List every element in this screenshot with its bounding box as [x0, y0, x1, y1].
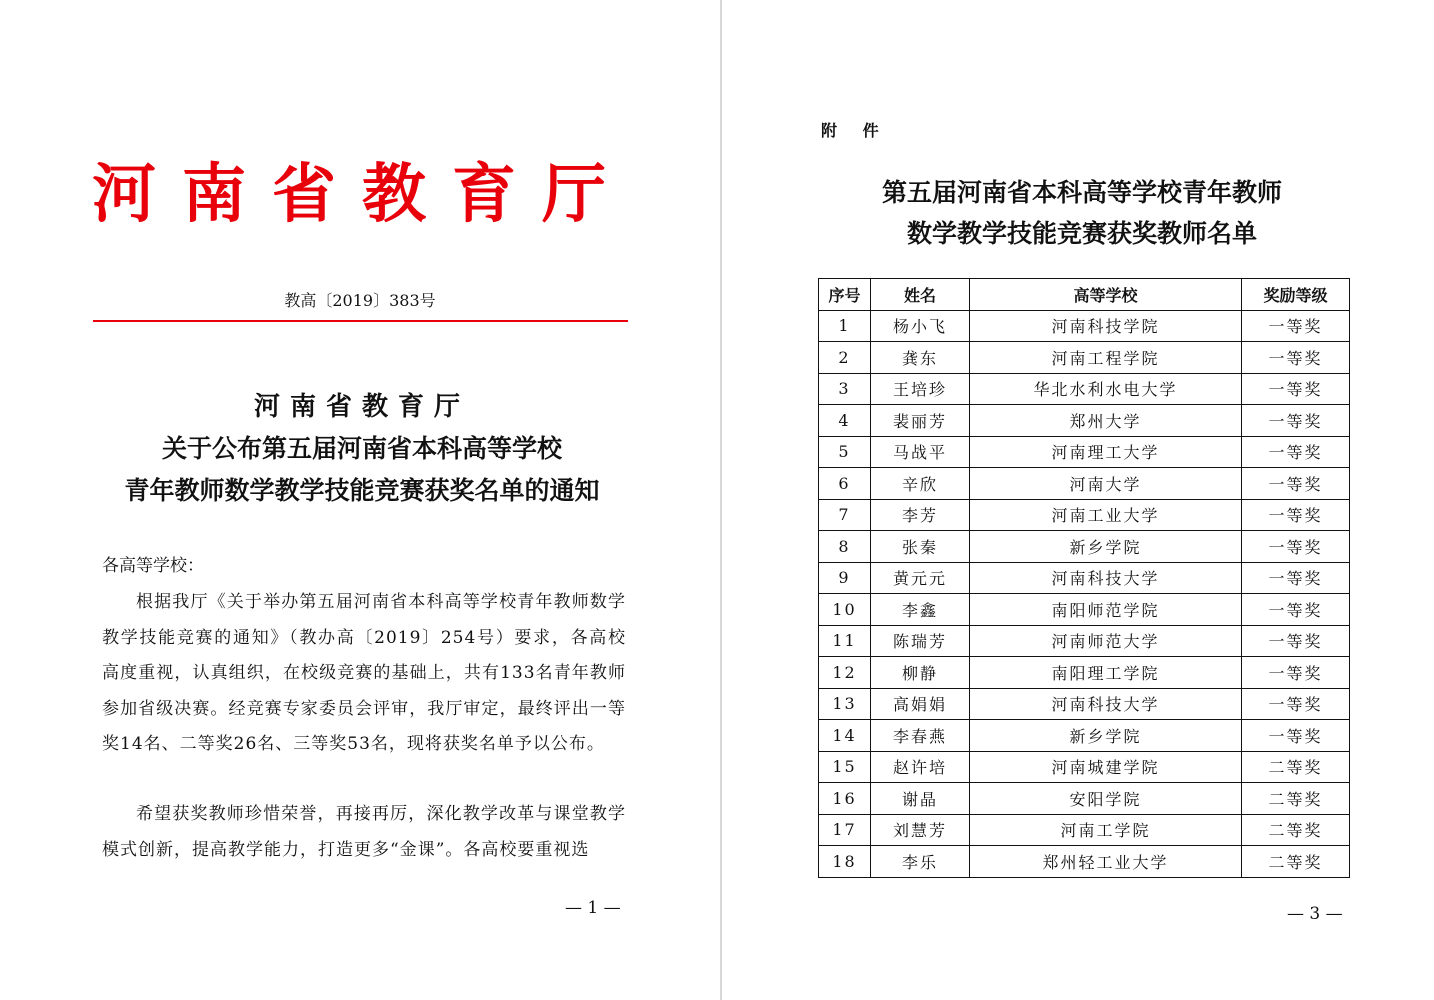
school-name: 郑州大学: [970, 405, 1242, 437]
table-row: [819, 310, 1350, 342]
school-name: 新乡学院: [970, 531, 1242, 563]
award-level: 一等奖: [1242, 531, 1350, 563]
teacher-name: 李芳: [871, 499, 970, 531]
school-name: 河南理工大学: [970, 436, 1242, 468]
row-number: 6: [819, 468, 871, 500]
award-level: 一等奖: [1242, 594, 1350, 626]
school-name: 南阳理工学院: [970, 657, 1242, 689]
row-number: 13: [819, 688, 871, 720]
page-number: — 1 —: [565, 898, 621, 918]
table-row: [819, 594, 1350, 626]
teacher-name: 高娟娟: [871, 688, 970, 720]
teacher-name: 马战平: [871, 436, 970, 468]
table-title: [832, 172, 1332, 254]
document-number: 教高〔2019〕383号: [284, 291, 436, 310]
masthead-title: 河南省教育厅: [92, 157, 632, 232]
salutation: 各高等学校：: [102, 556, 204, 576]
award-level: 一等奖: [1242, 342, 1350, 374]
row-number: 14: [819, 720, 871, 752]
table-row: [819, 468, 1350, 500]
school-name: 新乡学院: [970, 720, 1242, 752]
teacher-name: 陈瑞芳: [871, 625, 970, 657]
notice-title-line-1: 河南省教育厅: [253, 392, 470, 422]
row-number: 8: [819, 531, 871, 563]
teacher-name: 柳静: [871, 657, 970, 689]
school-name: 河南城建学院: [970, 751, 1242, 783]
row-number: 18: [819, 846, 871, 878]
teacher-name: 李乐: [871, 846, 970, 878]
teacher-name: 刘慧芳: [871, 814, 970, 846]
table-row: [819, 373, 1350, 405]
teacher-name: 黄元元: [871, 562, 970, 594]
school-name: 南阳师范学院: [970, 594, 1242, 626]
table-row: [819, 625, 1350, 657]
teacher-name: 张秦: [871, 531, 970, 563]
award-table: [818, 278, 1350, 878]
school-name: 河南工学院: [970, 814, 1242, 846]
table-body: [819, 310, 1350, 877]
table-row: [819, 783, 1350, 815]
school-name: 河南师范大学: [970, 625, 1242, 657]
document-page-3: [722, 0, 1434, 1000]
table-row: [819, 436, 1350, 468]
award-level: 二等奖: [1242, 846, 1350, 878]
award-level: 一等奖: [1242, 720, 1350, 752]
row-number: 2: [819, 342, 871, 374]
row-number: 16: [819, 783, 871, 815]
teacher-name: 辛欣: [871, 468, 970, 500]
table-row: [819, 531, 1350, 563]
award-level: 一等奖: [1242, 625, 1350, 657]
column-header-award: 奖励等级: [1242, 279, 1350, 311]
table-row: [819, 688, 1350, 720]
attachment-label: 附 件: [821, 121, 889, 140]
table-title-line-2: 数学教学技能竞赛获奖教师名单: [906, 219, 1257, 248]
school-name: 河南科技大学: [970, 688, 1242, 720]
table-row: [819, 499, 1350, 531]
teacher-name: 龚东: [871, 342, 970, 374]
award-level: 二等奖: [1242, 751, 1350, 783]
award-level: 一等奖: [1242, 657, 1350, 689]
table-row: [819, 814, 1350, 846]
teacher-name: 李鑫: [871, 594, 970, 626]
notice-title-line-2: 关于公布第五届河南省本科高等学校: [161, 434, 562, 463]
school-name: 华北水利水电大学: [970, 373, 1242, 405]
row-number: 15: [819, 751, 871, 783]
table-row: [819, 720, 1350, 752]
column-header-number: 序号: [819, 279, 871, 311]
award-level: 一等奖: [1242, 436, 1350, 468]
row-number: 4: [819, 405, 871, 437]
school-name: 安阳学院: [970, 783, 1242, 815]
school-name: 河南科技学院: [970, 310, 1242, 342]
body-paragraph-2: 希望获奖教师珍惜荣誉，再接再厉，深化教学改革与课堂教学模式创新，提高教学能力，打造更多“金课”。各高校要重视选: [102, 804, 626, 860]
column-header-school: 高等学校: [970, 279, 1242, 311]
teacher-name: 赵许培: [871, 751, 970, 783]
table-row: [819, 657, 1350, 689]
row-number: 10: [819, 594, 871, 626]
column-header-name: 姓名: [871, 279, 970, 311]
table-row: [819, 405, 1350, 437]
row-number: 12: [819, 657, 871, 689]
award-level: 一等奖: [1242, 405, 1350, 437]
award-level: 一等奖: [1242, 499, 1350, 531]
table-row: [819, 846, 1350, 878]
school-name: 河南工程学院: [970, 342, 1242, 374]
award-level: 一等奖: [1242, 468, 1350, 500]
school-name: 河南大学: [970, 468, 1242, 500]
row-number: 11: [819, 625, 871, 657]
row-number: 1: [819, 310, 871, 342]
school-name: 河南科技大学: [970, 562, 1242, 594]
table-title-line-1: 第五届河南省本科高等学校青年教师: [881, 178, 1282, 207]
red-divider: [93, 320, 628, 322]
table-row: [819, 751, 1350, 783]
award-level: 一等奖: [1242, 310, 1350, 342]
teacher-name: 裴丽芳: [871, 405, 970, 437]
teacher-name: 王培珍: [871, 373, 970, 405]
teacher-name: 李春燕: [871, 720, 970, 752]
row-number: 17: [819, 814, 871, 846]
award-level: 一等奖: [1242, 688, 1350, 720]
row-number: 5: [819, 436, 871, 468]
school-name: 河南工业大学: [970, 499, 1242, 531]
body-paragraph-1: 根据我厅《关于举办第五届河南省本科高等学校青年教师数学教学技能竞赛的通知》（教办高〔2019〕254号）要求，各高校高度重视，认真组织，在校级竞赛的基础上，共有133名青年教师参加省级决赛。经竞赛专家委员会评审，我厅审定，最终评出一等奖14名、二等奖26名、三等奖53名，现将获奖名单予以公布。: [102, 592, 626, 754]
table-row: [819, 342, 1350, 374]
school-name: 郑州轻工业大学: [970, 846, 1242, 878]
award-level: 一等奖: [1242, 373, 1350, 405]
table-row: [819, 562, 1350, 594]
page-number: — 3 —: [1287, 904, 1343, 924]
notice-title: [92, 386, 632, 512]
table-header-row: [819, 279, 1350, 311]
row-number: 9: [819, 562, 871, 594]
award-level: 二等奖: [1242, 783, 1350, 815]
award-level: 二等奖: [1242, 814, 1350, 846]
teacher-name: 谢晶: [871, 783, 970, 815]
notice-title-line-3: 青年教师数学教学技能竞赛获奖名单的通知: [124, 476, 600, 505]
teacher-name: 杨小飞: [871, 310, 970, 342]
row-number: 7: [819, 499, 871, 531]
award-level: 一等奖: [1242, 562, 1350, 594]
row-number: 3: [819, 373, 871, 405]
